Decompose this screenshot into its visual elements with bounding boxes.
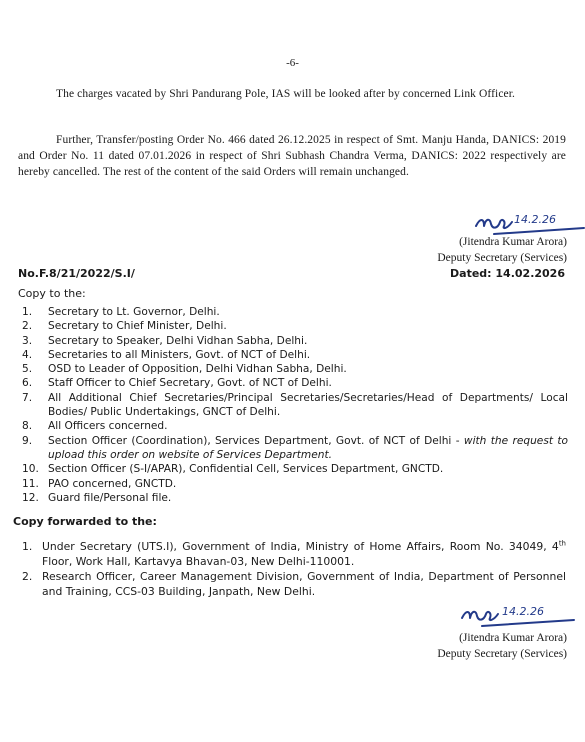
signature-date: 14.2.26	[502, 605, 544, 618]
copy-to-heading: Copy to the:	[18, 287, 86, 300]
list-item: 11. PAO concerned, GNCTD.	[22, 477, 177, 490]
list-item: 9. Section Officer (Coordination), Services Department, Govt. of NCT of Delhi - with the request to upload this order on website of Services Department.	[22, 434, 568, 461]
paragraph-charges: The charges vacated by Shri Pandurang Pole, IAS will be looked after by concerned Link Officer.	[56, 88, 516, 100]
upload-request-note: with the request to upload this order on website of Services Department.	[48, 434, 568, 461]
reference-number: No.F.8/21/2022/S.I/	[18, 267, 135, 280]
list-item: 8. All Officers concerned.	[22, 420, 168, 433]
signatory-designation: Deputy Secretary (Services)	[437, 252, 567, 264]
signature-block	[307, 234, 567, 266]
list-item: 12. Guard file/Personal file.	[22, 491, 172, 504]
signatory-name: (Jitendra Kumar Arora)	[459, 236, 567, 248]
copy-forwarded-heading: Copy forwarded to the:	[13, 515, 157, 528]
page-number: -6-	[286, 57, 299, 69]
signature-block	[307, 630, 567, 662]
copy-forwarded-list	[18, 540, 566, 600]
list-item: 6. Staff Officer to Chief Secretary, Govt. of NCT of Delhi.	[22, 377, 332, 390]
list-item: 2. Secretary to Chief Minister, Delhi.	[22, 320, 227, 333]
list-item: 3. Secretary to Speaker, Delhi Vidhan Sabha, Delhi.	[22, 334, 308, 347]
list-item: 4. Secretaries to all Ministers, Govt. of NCT of Delhi.	[22, 348, 311, 361]
signatory-name: (Jitendra Kumar Arora)	[459, 632, 567, 644]
list-item: 1. Under Secretary (UTS.I), Government of India, Ministry of Home Affairs, Room No. 34049, 4th Floor, Work Hall, Kartavya Bhavan-03, New Delhi-110001.	[22, 539, 566, 568]
copy-to-list	[18, 305, 568, 505]
list-item: 7. All Additional Chief Secretaries/Principal Secretaries/Secretaries/Head of Departments/ Local Bodies/ Public Undertakings, GNCT of Delhi.	[22, 391, 568, 419]
paragraph-cancellation: Further, Transfer/posting Order No. 466 dated 26.12.2025 in respect of Smt. Manju Handa, DANICS: 2019 and Order No. 11 dated 07.01.2026 in respect of Shri Subhash Chandra Verma, DANICS: 2022 respectively are hereby cancelled. The rest of the content of the said Orders will remain unchanged.	[18, 134, 566, 178]
order-date: Dated: 14.02.2026	[450, 267, 565, 280]
signatory-designation: Deputy Secretary (Services)	[437, 648, 567, 660]
list-item: 2. Research Officer, Career Management Division, Government of India, Department of Personnel and Training, CCS-03 Building, Janpath, New Delhi.	[22, 570, 566, 598]
list-item: 5. OSD to Leader of Opposition, Delhi Vidhan Sabha, Delhi.	[22, 363, 347, 376]
signature-date: 14.2.26	[514, 213, 556, 226]
list-item: 1. Secretary to Lt. Governor, Delhi.	[22, 306, 220, 318]
list-item: 10. Section Officer (S-I/APAR), Confidential Cell, Services Department, GNCTD.	[22, 463, 444, 476]
